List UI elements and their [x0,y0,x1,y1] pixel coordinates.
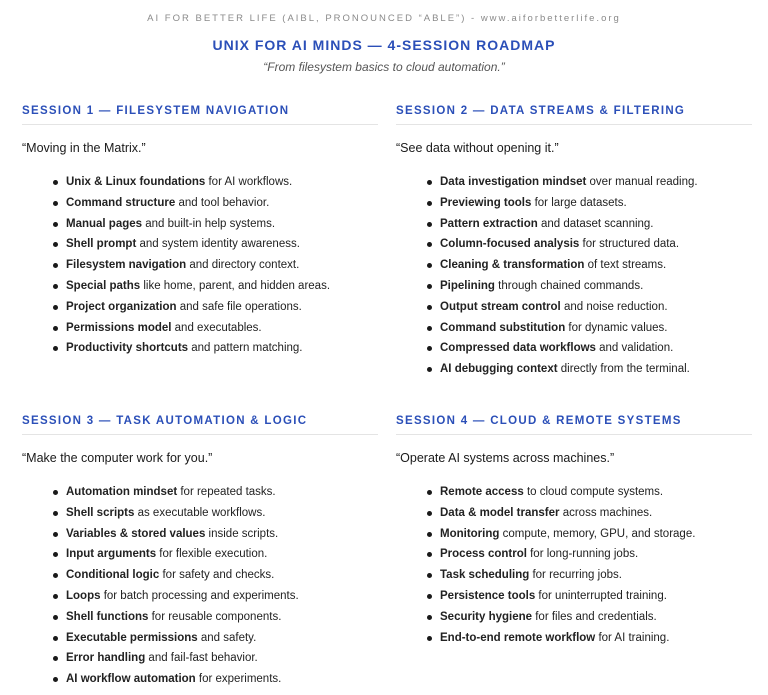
session-heading: SESSION 1 — FILESYSTEM NAVIGATION [22,104,378,125]
topic-description: for batch processing and experiments. [100,589,299,602]
topic-keyword: Pipelining [440,279,495,292]
topic-item [396,172,752,193]
topic-item [396,565,752,586]
topic-description: across machines. [559,506,653,519]
topic-description: inside scripts. [205,527,279,540]
session-heading: SESSION 2 — DATA STREAMS & FILTERING [396,104,752,125]
topic-keyword: Column-focused analysis [440,238,580,251]
topic-item [396,607,752,628]
topic-description: for flexible execution. [156,548,268,561]
topic-item [396,255,752,276]
topic-description: for uninterrupted training. [535,589,667,602]
topic-item [396,359,752,380]
topic-description: and fail-fast behavior. [145,652,258,665]
topic-keyword: Security hygiene [440,610,533,623]
topic-keyword: Permissions model [66,321,172,334]
topic-item [22,628,378,649]
topic-item [396,524,752,545]
topic-keyword: Pattern extraction [440,217,538,230]
topic-item [22,255,378,276]
topic-description: over manual reading. [586,176,698,188]
topic-description: for repeated tasks. [177,486,276,498]
topic-description: for dynamic values. [565,321,668,334]
topic-item [396,193,752,214]
topic-item [396,276,752,297]
session-quote: “See data without opening it.” [396,141,559,155]
topic-keyword: Persistence tools [440,589,536,602]
topic-item [22,607,378,628]
session-heading: SESSION 3 — TASK AUTOMATION & LOGIC [22,414,378,435]
topic-keyword: Productivity shortcuts [66,342,189,355]
session-4 [396,414,752,648]
topic-description: through chained commands. [494,279,644,292]
topic-item [396,482,752,503]
session-topic-list [396,482,752,648]
session-2 [396,104,752,380]
topic-item [396,544,752,565]
topic-keyword: AI workflow automation [66,673,196,686]
topic-item [22,586,378,607]
topic-description: like home, parent, and hidden areas. [140,279,331,292]
topic-description: for long-running jobs. [526,548,639,561]
topic-keyword: Unix & Linux foundations [66,176,206,188]
topic-item [396,338,752,359]
session-quote: “Moving in the Matrix.” [22,141,146,155]
topic-keyword: Conditional logic [66,569,160,582]
topic-description: and built-in help systems. [142,217,276,230]
organization-line: AI FOR BETTER LIFE (AIBL, PRONOUNCED “ABLE”) - www.aiforbetterlife.org [147,13,621,24]
session-quote: “Operate AI systems across machines.” [396,451,615,465]
topic-item [396,318,752,339]
session-heading: SESSION 4 — CLOUD & REMOTE SYSTEMS [396,414,752,435]
topic-keyword: Data investigation mindset [440,176,587,188]
topic-item [396,628,752,649]
topic-item [22,544,378,565]
topic-item [22,193,378,214]
topic-keyword: Shell prompt [66,238,137,251]
topic-description: for reusable components. [148,610,282,623]
topic-description: and directory context. [186,259,300,272]
topic-keyword: Previewing tools [440,196,532,209]
topic-item [396,214,752,235]
page-title: UNIX FOR AI MINDS — 4-SESSION ROADMAP [212,37,556,53]
topic-keyword: Manual pages [66,217,143,230]
topic-item [22,234,378,255]
topic-item [22,214,378,235]
topic-item [22,565,378,586]
topic-description: and noise reduction. [560,300,668,313]
topic-description: and tool behavior. [175,196,270,209]
topic-keyword: Process control [440,548,527,561]
topic-description: for files and credentials. [532,610,657,623]
topic-keyword: Command structure [66,196,176,209]
topic-keyword: Executable permissions [66,631,198,644]
topic-description: and safe file operations. [176,300,302,313]
topic-description: for large datasets. [531,196,627,209]
topic-keyword: Filesystem navigation [66,259,187,272]
session-topic-list [22,482,378,690]
topic-item [396,297,752,318]
topic-description: directly from the terminal. [557,363,690,376]
topic-item [22,172,378,193]
topic-keyword: Command substitution [440,321,566,334]
topic-keyword: Shell scripts [66,506,135,519]
topic-description: of text streams. [584,259,667,272]
topic-keyword: Compressed data workflows [440,342,596,355]
topic-item [22,338,378,359]
session-3 [22,414,378,690]
topic-keyword: Automation mindset [66,486,178,498]
topic-description: and system identity awareness. [136,238,300,251]
topic-keyword: AI debugging context [440,363,558,376]
topic-item [22,503,378,524]
topic-description: compute, memory, GPU, and storage. [499,527,696,540]
topic-keyword: Special paths [66,279,141,292]
session-topic-list [22,172,378,359]
topic-item [22,669,378,690]
topic-keyword: Remote access [440,486,524,498]
topic-item [22,276,378,297]
topic-keyword: Monitoring [440,527,500,540]
page-subtitle: “From filesystem basics to cloud automation.” [263,60,505,74]
topic-description: and safety. [197,631,257,644]
topic-item [22,318,378,339]
topic-keyword: Project organization [66,300,177,313]
topic-keyword: Data & model transfer [440,506,560,519]
topic-description: and dataset scanning. [537,217,654,230]
session-1 [22,104,378,359]
topic-keyword: Error handling [66,652,146,665]
topic-item [396,503,752,524]
topic-description: to cloud compute systems. [523,486,664,498]
topic-item [22,648,378,669]
topic-item [396,586,752,607]
topic-keyword: Task scheduling [440,569,530,582]
topic-item [396,234,752,255]
topic-description: for safety and checks. [159,569,275,582]
topic-keyword: End-to-end remote workflow [440,631,596,644]
topic-keyword: Variables & stored values [66,527,206,540]
topic-description: for structured data. [579,238,680,251]
topic-description: for AI workflows. [205,176,293,188]
topic-description: for AI training. [595,631,670,644]
topic-description: for recurring jobs. [529,569,622,582]
topic-keyword: Cleaning & transformation [440,259,585,272]
topic-item [22,297,378,318]
session-topic-list [396,172,752,380]
topic-keyword: Shell functions [66,610,149,623]
topic-keyword: Loops [66,589,101,602]
topic-item [22,482,378,503]
topic-description: and executables. [171,321,262,334]
topic-keyword: Output stream control [440,300,561,313]
topic-description: for experiments. [195,673,282,686]
session-quote: “Make the computer work for you.” [22,451,213,465]
topic-item [22,524,378,545]
topic-keyword: Input arguments [66,548,157,561]
topic-description: and validation. [595,342,674,355]
topic-description: and pattern matching. [188,342,303,355]
topic-description: as executable workflows. [134,506,266,519]
